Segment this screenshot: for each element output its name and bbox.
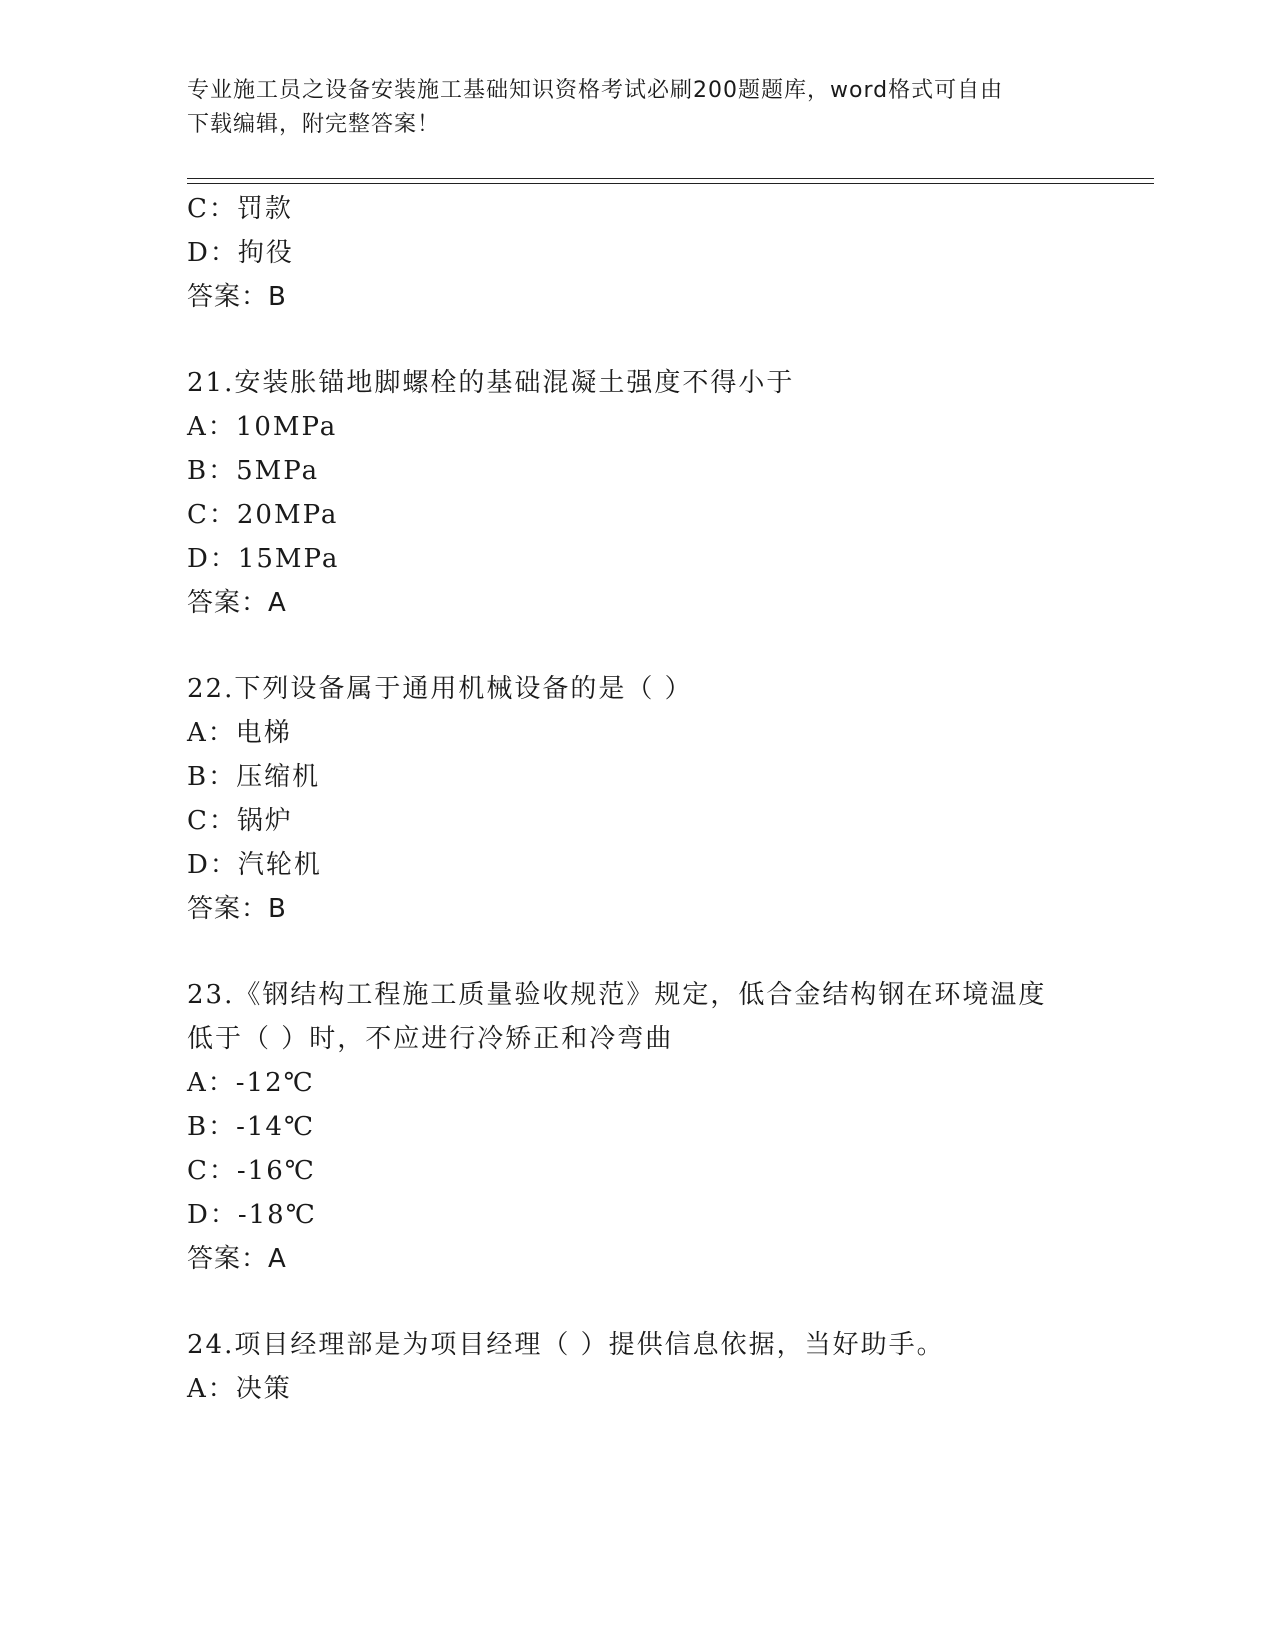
question-22-stem: 22.下列设备属于通用机械设备的是（ ） [187,674,693,704]
question-22-option-a: A：电梯 [187,718,292,748]
question-21-option-c: C：20MPa [187,500,339,530]
answer: 答案：B [187,282,287,312]
question-23-option-b: B：-14℃ [187,1112,316,1142]
question-23-stem-line-1: 23.《钢结构工程施工质量验收规范》规定，低合金结构钢在环境温度 [187,980,1047,1010]
header-rule-top [187,178,1154,179]
question-22-option-c: C：锅炉 [187,806,293,836]
option-c: C：罚款 [187,194,293,224]
question-22-option-d: D：汽轮机 [187,850,322,880]
header-line-2: 下载编辑，附完整答案！ [187,112,441,137]
question-21-stem: 21.安装胀锚地脚螺栓的基础混凝土强度不得小于 [187,368,795,398]
header-line-1: 专业施工员之设备安装施工基础知识资格考试必刷200题题库，word格式可自由 [187,78,1004,103]
question-24-option-a: A：决策 [187,1374,292,1404]
question-23-option-d: D：-18℃ [187,1200,317,1230]
question-21-option-b: B：5MPa [187,456,320,486]
question-23-option-c: C：-16℃ [187,1156,316,1186]
document-header [187,74,1087,142]
question-21-option-d: D：15MPa [187,544,340,574]
header-rule-bottom [187,183,1154,184]
question-22-answer: 答案：B [187,894,287,924]
question-21-answer: 答案：A [187,588,287,618]
question-21-option-a: A：10MPa [187,412,338,442]
question-24-stem: 24.项目经理部是为项目经理（ ）提供信息依据，当好助手。 [187,1330,945,1360]
option-d: D：拘役 [187,238,294,268]
question-23-stem-line-2: 低于（ ）时，不应进行冷矫正和冷弯曲 [187,1024,674,1054]
question-23-answer: 答案：A [187,1244,287,1274]
question-23-option-a: A：-12℃ [187,1068,315,1098]
question-22-option-b: B：压缩机 [187,762,321,792]
